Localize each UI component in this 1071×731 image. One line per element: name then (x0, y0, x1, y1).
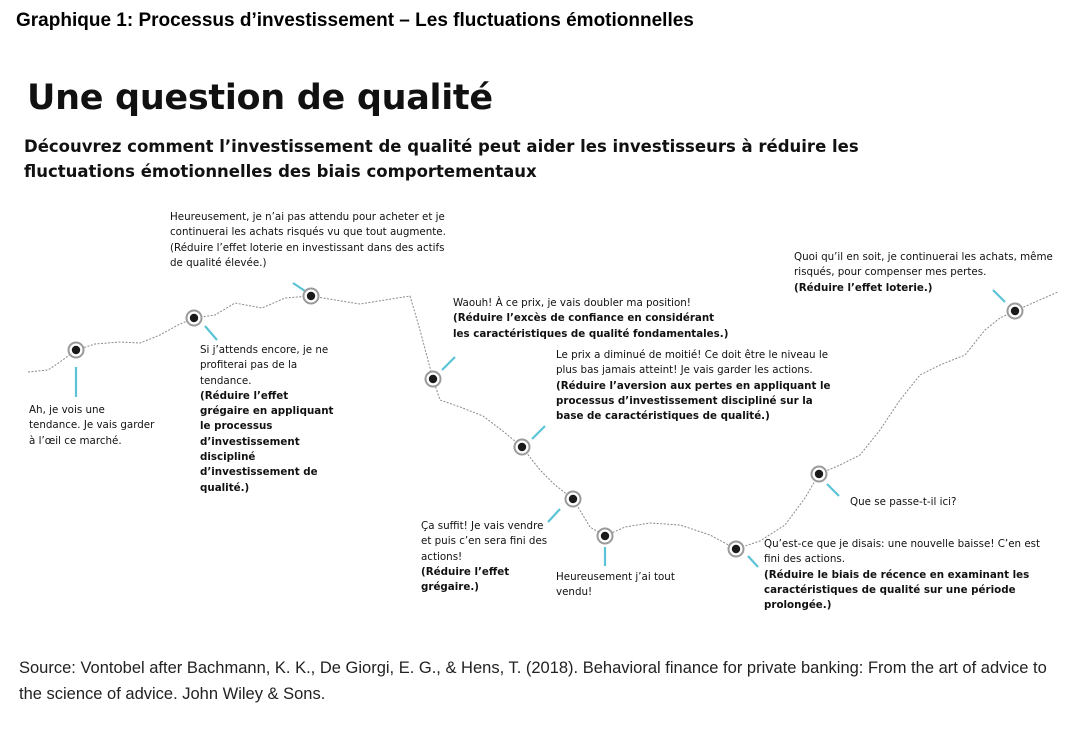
point-marker (515, 440, 530, 455)
source-note: Source: Vontobel after Bachmann, K. K., De Giorgi, E. G., & Hens, T. (2018). Behavioral finance for private banking: From the art of advice to the science of advice. John Wiley & Sons. (19, 659, 1047, 703)
connector-line (748, 556, 758, 567)
point-marker (426, 372, 441, 387)
annotation-sold (556, 570, 691, 601)
point-marker (729, 542, 744, 557)
annotation-lottery-1 (170, 210, 455, 271)
annotation-bias: (Réduire l’excès de confiance en considérant les caractéristiques de qualité fondamentales.) (453, 312, 729, 340)
annotation-bias: (Réduire l’effet grégaire en appliquant le processus d’investissement discipliné d’investissement de qualité.) (200, 389, 334, 494)
point-marker (566, 492, 581, 507)
annotation-overconfidence (453, 296, 733, 342)
annotation-lottery-2 (794, 250, 1059, 296)
annotation-text: Heureusement j’ai tout vendu! (556, 571, 675, 599)
annotation-herding-2 (421, 519, 556, 595)
point-marker (812, 467, 827, 482)
annotation-text: Quoi qu’il en soit, je continuerai les achats, même risqués, pour compenser mes pertes. (794, 251, 1053, 279)
panel-subtitle: Découvrez comment l’investissement de qualité peut aider les investisseurs à réduire les fluctuations émotionnelles des biais comportementaux (24, 137, 859, 181)
annotation-text: Si j’attends encore, je ne profiterai pas de la tendance. (200, 344, 329, 387)
annotation-question (850, 495, 1000, 510)
annotation-text: Que se passe-t-il ici? (850, 496, 957, 508)
connector-line (532, 426, 545, 439)
point-marker (598, 529, 613, 544)
point-marker (187, 311, 202, 326)
point-marker (304, 289, 319, 304)
annotation-recency (764, 537, 1044, 613)
connector-line (205, 326, 217, 340)
connector-line (442, 357, 455, 370)
annotation-herding (200, 343, 340, 496)
connector-line (293, 283, 305, 291)
annotation-bias: (Réduire l’aversion aux pertes en appliquant le processus d’investissement discipliné sur la base de caractéristiques de qualité.) (556, 379, 831, 423)
connector-line (827, 484, 839, 496)
annotation-bias: (Réduire l’effet loterie.) (794, 281, 933, 294)
annotation-loss-aversion (556, 348, 838, 424)
annotation-text: Qu’est-ce que je disais: une nouvelle baisse! C’en est fini des actions. (764, 538, 1041, 566)
point-marker (69, 343, 84, 358)
annotation-trend (29, 403, 157, 449)
figure-title: Graphique 1: Processus d’investissement – Les fluctuations émotionnelles (16, 10, 694, 31)
annotation-bias: (Réduire l’effet grégaire.) (421, 565, 510, 594)
annotation-text: Ah, je vois une tendance. Je vais garder à l’œil ce marché. (29, 404, 155, 447)
panel-title: Une question de qualité (27, 78, 493, 118)
annotation-text: Le prix a diminué de moitié! Ce doit être le niveau le plus bas jamais atteint! Je vais garder les actions. (556, 349, 829, 377)
annotation-text: Waouh! À ce prix, je vais doubler ma position! (453, 297, 691, 309)
annotation-text: Ça suffit! Je vais vendre et puis c’en sera fini des actions! (421, 520, 548, 563)
point-marker (1008, 304, 1023, 319)
annotation-bias: (Réduire le biais de récence en examinant les caractéristiques de qualité sur une période prolongée.) (764, 568, 1030, 612)
annotation-text: Heureusement, je n’ai pas attendu pour acheter et je continuerai les achats risqués vu que tout augmente. (Réduire l’effet loterie en investissant dans des actifs de qualité élevée.) (170, 211, 446, 269)
